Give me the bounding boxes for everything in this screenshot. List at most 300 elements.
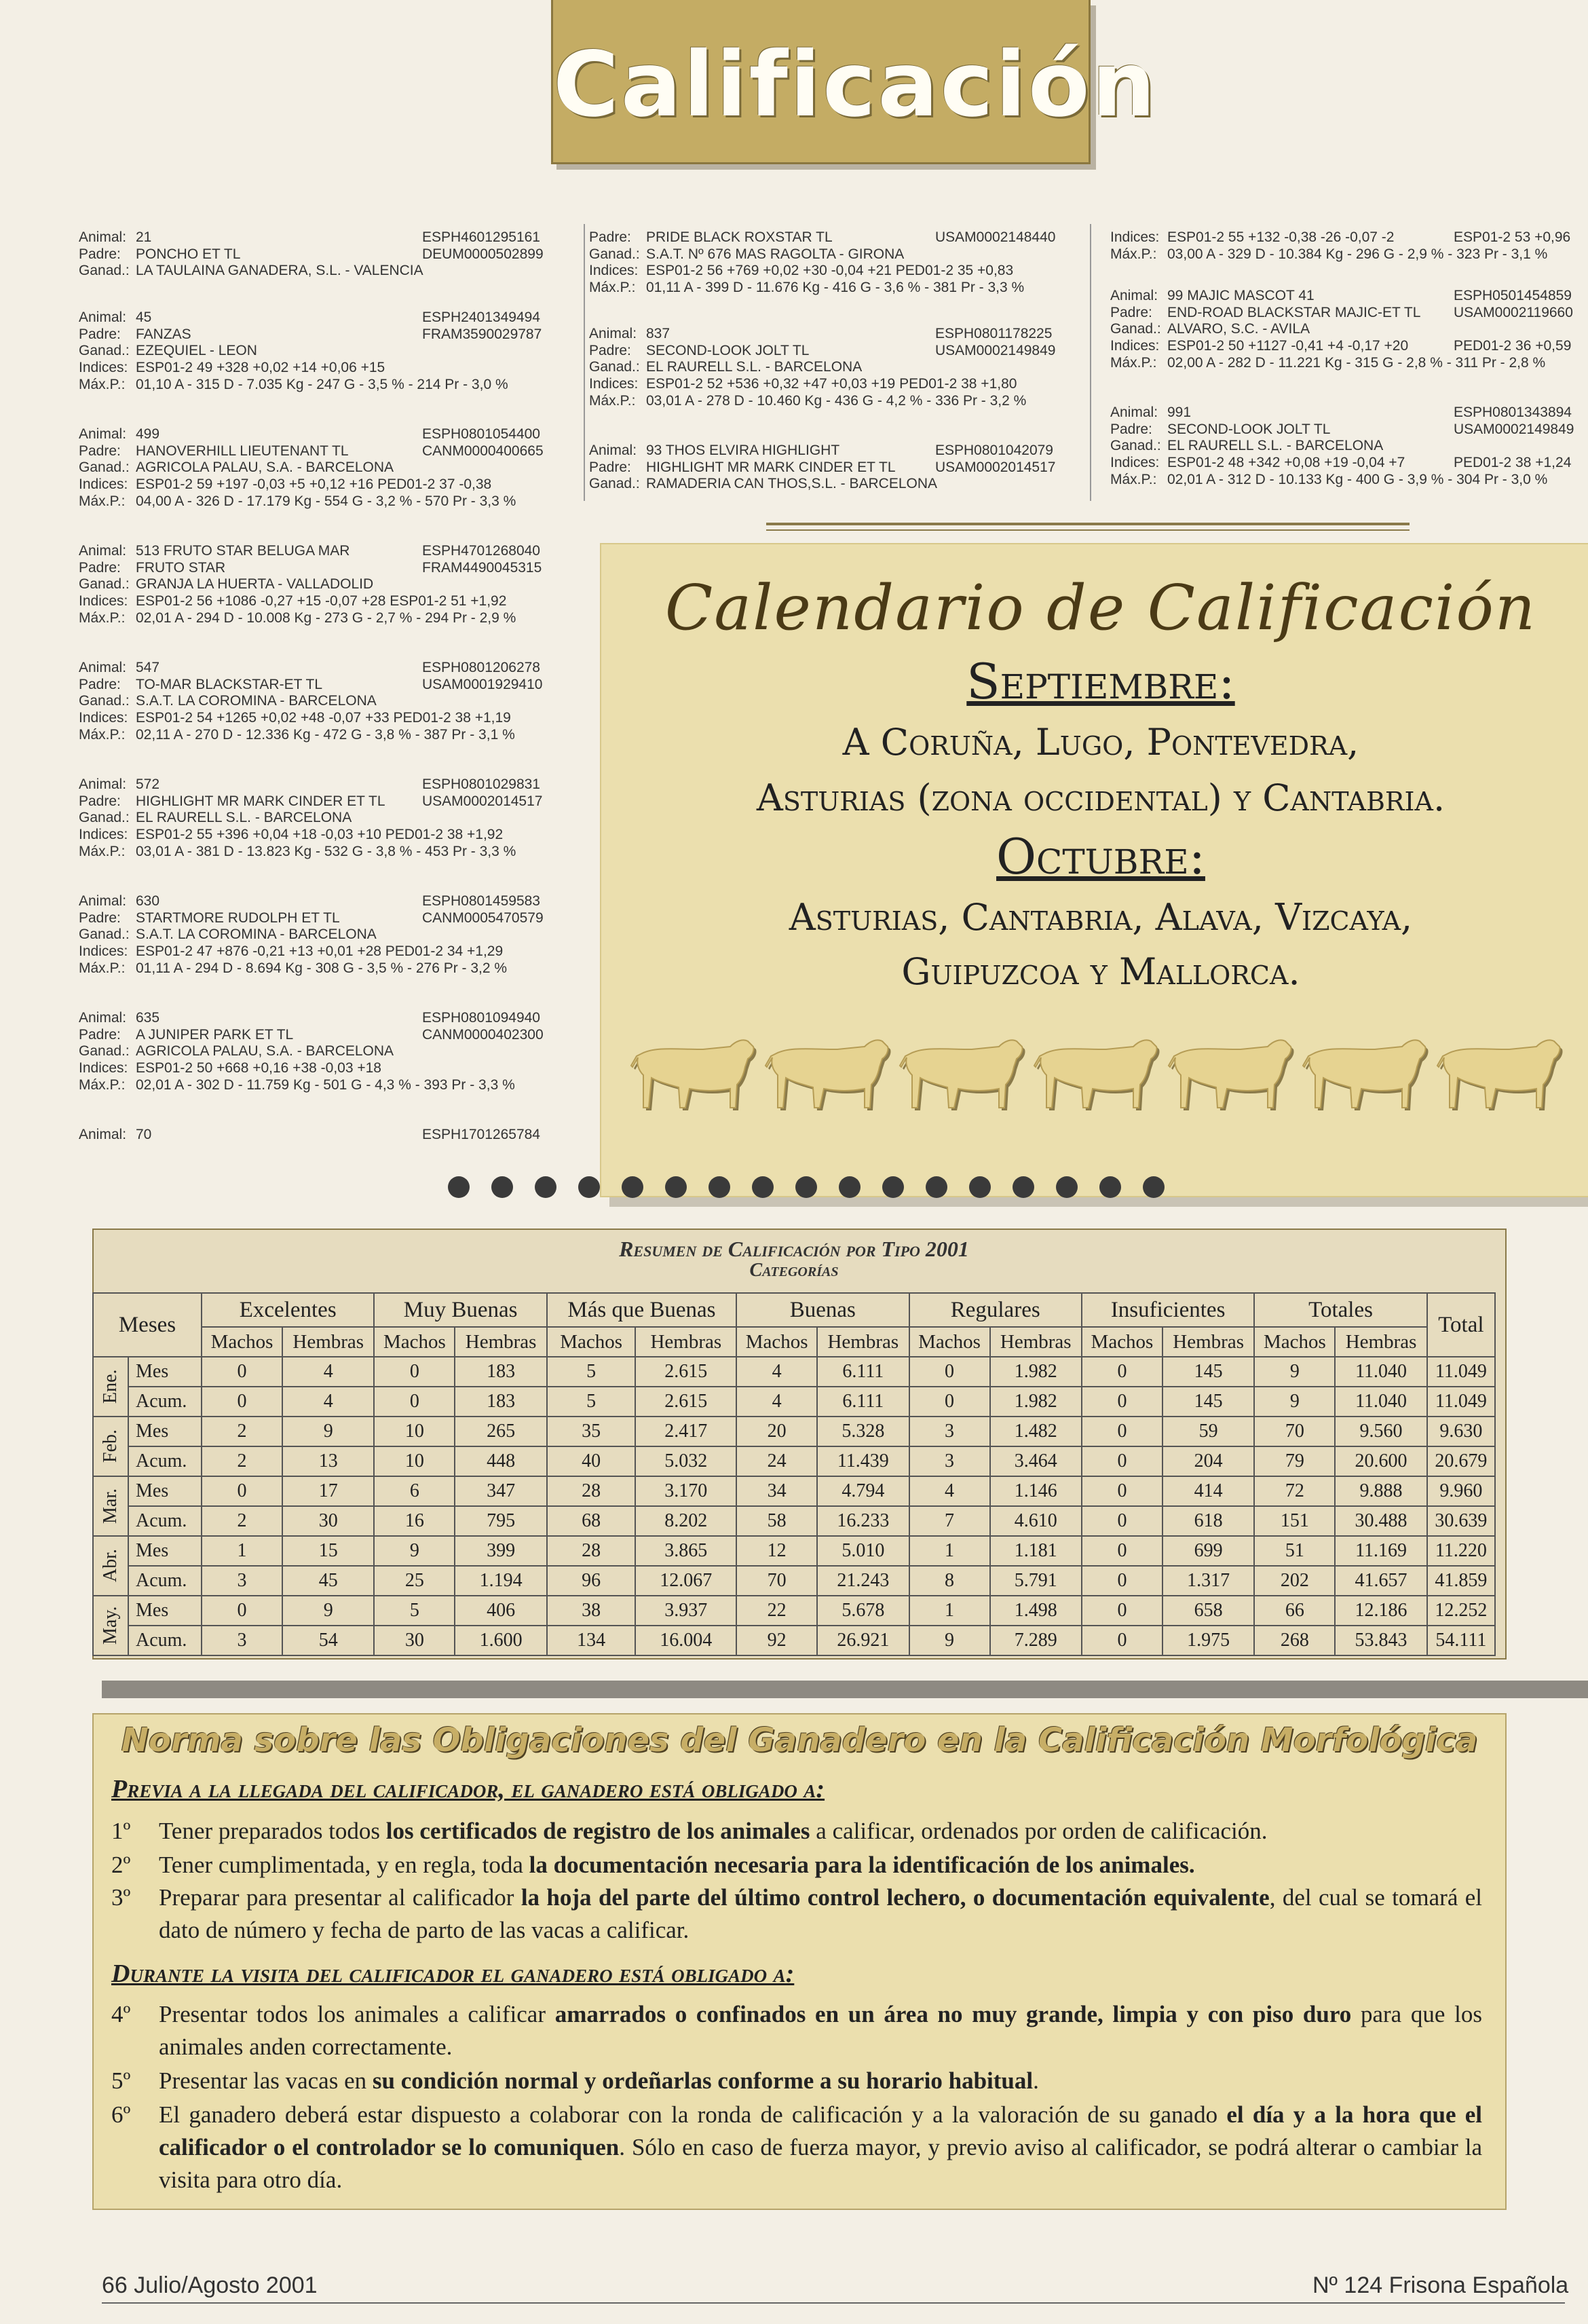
record-value: S.A.T. LA COROMINA - BARCELONA: [136, 926, 377, 943]
count-cell: 12.067: [635, 1566, 736, 1596]
count-cell: 795: [455, 1506, 546, 1536]
record-field: Indices:: [1110, 338, 1160, 354]
record-line: [79, 776, 554, 793]
record-line: [1110, 305, 1585, 322]
count-cell: 15: [282, 1536, 374, 1566]
count-cell: 1.482: [990, 1417, 1082, 1446]
record-line: [589, 246, 1064, 263]
count-cell: 1.982: [990, 1357, 1082, 1387]
count-cell: 54: [282, 1626, 374, 1655]
month-label: Abr.: [93, 1536, 128, 1596]
record-line: [79, 677, 554, 694]
record-field: Máx.P.:: [79, 1076, 126, 1093]
record-value: ESP01-2 52 +536 +0,32 +47 +0,03 +19 PED01-2 38 +1,80: [646, 376, 1017, 392]
record-registry: FRAM3590029787: [422, 326, 542, 342]
row-label: Mes: [128, 1357, 202, 1387]
record-registry: ESPH0501454859: [1454, 288, 1572, 303]
record-line: [79, 1127, 554, 1144]
count-cell: 24: [736, 1446, 817, 1476]
record-line: [79, 343, 554, 360]
record-line: [79, 810, 554, 827]
record-value: LA TAULAINA GANADERA, S.L. - VALENCIA: [136, 263, 423, 279]
count-cell: 0: [1082, 1536, 1162, 1566]
count-cell: 28: [547, 1536, 636, 1566]
column-divider: [1090, 224, 1091, 501]
count-cell: 9: [282, 1596, 374, 1626]
record-field: Máx.P.:: [79, 960, 126, 976]
record-line: [589, 476, 1064, 493]
record-line: [589, 280, 1064, 297]
count-cell: 5.328: [817, 1417, 909, 1446]
record-line: [79, 326, 554, 343]
record-line: [79, 560, 554, 577]
count-cell: 21.243: [817, 1566, 909, 1596]
record-field: Animal:: [79, 310, 127, 325]
machos-header: Machos: [1254, 1327, 1335, 1357]
hembras-header: Hembras: [1162, 1327, 1254, 1357]
count-cell: 347: [455, 1476, 546, 1506]
animal-record: [589, 229, 1064, 297]
table-subheader-row: [93, 1327, 1495, 1357]
count-cell: 183: [455, 1387, 546, 1417]
count-cell: 45: [282, 1566, 374, 1596]
record-field: Animal:: [589, 443, 637, 458]
count-cell: 8.202: [635, 1506, 736, 1536]
count-cell: 1.181: [990, 1536, 1082, 1566]
count-cell: 0: [1082, 1417, 1162, 1446]
count-cell: 134: [547, 1626, 636, 1655]
count-cell: 2.615: [635, 1357, 736, 1387]
record-value: SECOND-LOOK JOLT TL: [1167, 421, 1331, 437]
machos-header: Machos: [736, 1327, 817, 1357]
record-line: [79, 229, 554, 246]
record-value: 02,01 A - 312 D - 10.133 Kg - 400 G - 3,9 % - 304 Pr - 3,0 %: [1167, 471, 1548, 487]
count-cell: 68: [547, 1506, 636, 1536]
record-field: Indices:: [589, 263, 639, 279]
machos-header: Machos: [374, 1327, 455, 1357]
record-line: [1110, 355, 1585, 372]
count-cell: 183: [455, 1357, 546, 1387]
count-cell: 202: [1254, 1566, 1335, 1596]
record-field: Padre:: [79, 793, 121, 809]
bullet-dot: [882, 1176, 904, 1198]
record-field: Indices:: [79, 476, 128, 493]
record-field: Indices:: [1110, 455, 1160, 471]
count-cell: 9.888: [1335, 1476, 1426, 1506]
count-cell: 0: [909, 1387, 990, 1417]
count-cell: 17: [282, 1476, 374, 1506]
row-label: Mes: [128, 1536, 202, 1566]
record-line: [79, 926, 554, 943]
table-row: [93, 1417, 1495, 1446]
record-field: Indices:: [79, 710, 128, 726]
count-cell: 51: [1254, 1536, 1335, 1566]
count-cell: 145: [1162, 1387, 1254, 1417]
record-value: 93 THOS ELVIRA HIGHLIGHT: [646, 443, 840, 458]
page-number: 66 Julio/Agosto 2001: [102, 2272, 318, 2298]
record-value: PRIDE BLACK ROXSTAR TL: [646, 229, 833, 245]
record-registry: ESPH4701268040: [422, 543, 540, 559]
record-line: [79, 960, 554, 977]
count-cell: 11.439: [817, 1446, 909, 1476]
count-cell: 5.791: [990, 1566, 1082, 1596]
count-cell: 2: [202, 1417, 282, 1446]
record-field: Animal:: [79, 1010, 127, 1026]
calendar-rule: [766, 523, 1410, 525]
record-field: Indices:: [589, 376, 639, 392]
month-label: Mar.: [93, 1476, 128, 1536]
item-number: 1º: [111, 1818, 131, 1844]
count-cell: 1.317: [1162, 1566, 1254, 1596]
bullet-dot: [1056, 1176, 1078, 1198]
record-line: [1110, 246, 1585, 263]
count-cell: 5: [547, 1387, 636, 1417]
record-line: [79, 476, 554, 493]
record-registry: USAM0002149849: [1454, 421, 1574, 437]
count-cell: 5.010: [817, 1536, 909, 1566]
record-line: [79, 1010, 554, 1027]
record-line: [1110, 421, 1585, 438]
bullet-dot: [622, 1176, 643, 1198]
count-cell: 38: [547, 1596, 636, 1626]
hembras-header: Hembras: [635, 1327, 736, 1357]
table-row: [93, 1357, 1495, 1387]
count-cell: 2: [202, 1506, 282, 1536]
count-cell: 1: [202, 1536, 282, 1566]
summary-table: [92, 1292, 1496, 1656]
count-cell: 96: [547, 1566, 636, 1596]
record-line: [79, 246, 554, 263]
record-field: Padre:: [79, 910, 121, 926]
record-line: [589, 443, 1064, 460]
record-field: Indices:: [1110, 229, 1160, 245]
total-header: Total: [1427, 1293, 1495, 1357]
machos-header: Machos: [1082, 1327, 1162, 1357]
count-cell: 9: [374, 1536, 455, 1566]
count-cell: 1.146: [990, 1476, 1082, 1506]
record-value: 635: [136, 1010, 160, 1026]
record-field: Ganad.:: [79, 263, 130, 279]
total-cell: 54.111: [1427, 1626, 1495, 1655]
count-cell: 4.794: [817, 1476, 909, 1506]
record-value: EL RAURELL S.L. - BARCELONA: [646, 359, 863, 375]
record-value: AGRICOLA PALAU, S.A. - BARCELONA: [136, 460, 394, 476]
record-value: 837: [646, 326, 670, 341]
month-label: May.: [93, 1596, 128, 1655]
record-field: Padre:: [79, 443, 121, 459]
count-cell: 1.498: [990, 1596, 1082, 1626]
animal-record: [79, 776, 554, 860]
item-text: Tener cumplimentada, y en regla, toda la documentación necesaria para la identificación de los animales.: [159, 1852, 1195, 1878]
record-field: Padre:: [79, 326, 121, 342]
record-line: [79, 493, 554, 510]
record-line: [79, 263, 554, 280]
record-value: ESP01-2 56 +769 +0,02 +30 -0,04 +21 PED01-2 35 +0,83: [646, 263, 1014, 279]
record-line: [589, 393, 1064, 410]
record-field: Máx.P.:: [1110, 246, 1157, 262]
record-value: AGRICOLA PALAU, S.A. - BARCELONA: [136, 1043, 394, 1060]
count-cell: 3: [909, 1446, 990, 1476]
record-line: [79, 910, 554, 927]
summary-caption: Resumen de Calificación por Tipo 2001: [619, 1237, 969, 1261]
record-value: 547: [136, 660, 160, 675]
count-cell: 0: [1082, 1596, 1162, 1626]
record-line: [79, 426, 554, 443]
record-line: [589, 326, 1064, 343]
count-cell: 30.488: [1335, 1506, 1426, 1536]
count-cell: 5: [374, 1596, 455, 1626]
record-field: Ganad.:: [79, 1043, 130, 1060]
calendar-september-line: Asturias (zona occidental) y Cantabria.: [756, 776, 1445, 819]
count-cell: 4: [282, 1357, 374, 1387]
record-field: Máx.P.:: [79, 610, 126, 626]
table-row: [93, 1446, 1495, 1476]
count-cell: 30: [374, 1626, 455, 1655]
total-cell: 9.960: [1427, 1476, 1495, 1506]
norma-item: [111, 2065, 1482, 2097]
count-cell: 16: [374, 1506, 455, 1536]
header-tab: [551, 0, 1158, 164]
record-line: [589, 359, 1064, 376]
record-field: Indices:: [79, 943, 128, 960]
record-value: 03,00 A - 329 D - 10.384 Kg - 296 G - 2,9 % - 323 Pr - 3,1 %: [1167, 246, 1548, 262]
count-cell: 0: [1082, 1626, 1162, 1655]
calendar-title: Calendario de Calificación: [664, 571, 1537, 644]
row-label: Acum.: [128, 1626, 202, 1655]
record-field: Ganad.:: [79, 460, 130, 476]
record-registry: USAM0002119660: [1454, 304, 1573, 320]
record-registry: USAM0002148440: [935, 229, 1056, 245]
item-number: 3º: [111, 1884, 131, 1911]
record-field: Padre:: [79, 246, 121, 262]
bullet-dot: [752, 1176, 774, 1198]
item-number: 6º: [111, 2101, 131, 2128]
record-line: [79, 543, 554, 560]
calendar-october-heading: Octubre:: [996, 828, 1205, 885]
table-header-row: [93, 1293, 1495, 1327]
record-registry: ESP01-2 53 +0,96: [1454, 229, 1571, 245]
count-cell: 30: [282, 1506, 374, 1536]
record-value: FANZAS: [136, 326, 191, 342]
count-cell: 6: [374, 1476, 455, 1506]
count-cell: 4: [736, 1387, 817, 1417]
record-line: [1110, 405, 1585, 421]
machos-header: Machos: [547, 1327, 636, 1357]
record-registry: USAM0001929410: [422, 676, 543, 692]
row-label: Mes: [128, 1476, 202, 1506]
record-registry: ESPH0801029831: [422, 776, 540, 792]
norma-section-heading: Previa a la llegada del calificador, el ganadero está obligado a:: [111, 1775, 825, 1803]
count-cell: 658: [1162, 1596, 1254, 1626]
record-line: [79, 827, 554, 844]
calendar-october-line: Guipuzcoa y Mallorca.: [901, 950, 1300, 993]
record-value: TO-MAR BLACKSTAR-ET TL: [136, 676, 322, 692]
footer-rule: [102, 2302, 1565, 2304]
group-header: Muy Buenas: [374, 1293, 546, 1327]
count-cell: 53.843: [1335, 1626, 1426, 1655]
record-line: [79, 893, 554, 910]
count-cell: 4: [909, 1476, 990, 1506]
record-value: 02,00 A - 282 D - 11.221 Kg - 315 G - 2,8 % - 311 Pr - 2,8 %: [1167, 354, 1546, 371]
bullet-dot: [708, 1176, 730, 1198]
record-registry: ESPH2401349494: [422, 310, 540, 325]
bullet-dot: [926, 1176, 947, 1198]
record-field: Animal:: [79, 893, 127, 909]
summary-body: [93, 1357, 1495, 1655]
total-cell: 9.630: [1427, 1417, 1495, 1446]
count-cell: 414: [1162, 1476, 1254, 1506]
count-cell: 35: [547, 1417, 636, 1446]
record-registry: ESPH1701265784: [422, 1127, 540, 1142]
item-number: 5º: [111, 2067, 131, 2094]
norma-item: [111, 1849, 1482, 1881]
cow-silhouette-icon: [1034, 1040, 1160, 1110]
calendar-box: [600, 543, 1588, 1197]
record-value: 99 MAJIC MASCOT 41: [1167, 288, 1315, 303]
count-cell: 1.600: [455, 1626, 546, 1655]
record-field: Indices:: [79, 827, 128, 843]
record-registry: ESPH0801054400: [422, 426, 540, 442]
record-value: HANOVERHILL LIEUTENANT TL: [136, 443, 349, 459]
hembras-header: Hembras: [455, 1327, 546, 1357]
record-value: ESP01-2 56 +1086 -0,27 +15 -0,07 +28 ESP01-2 51 +1,92: [136, 593, 507, 610]
table-row: [93, 1596, 1495, 1626]
record-field: Padre:: [79, 559, 121, 576]
row-label: Mes: [128, 1596, 202, 1626]
count-cell: 9: [1254, 1387, 1335, 1417]
section-rule: [102, 1681, 1588, 1698]
count-cell: 2.615: [635, 1387, 736, 1417]
record-value: 02,01 A - 302 D - 11.759 Kg - 501 G - 4,3 % - 393 Pr - 3,3 %: [136, 1076, 515, 1093]
count-cell: 0: [202, 1387, 282, 1417]
record-value: ESP01-2 55 +396 +0,04 +18 -0,03 +10 PED01-2 38 +1,92: [136, 827, 504, 843]
row-label: Mes: [128, 1417, 202, 1446]
count-cell: 16.004: [635, 1626, 736, 1655]
count-cell: 448: [455, 1446, 546, 1476]
record-value: 70: [136, 1127, 152, 1142]
meses-header: Meses: [93, 1293, 202, 1357]
item-text: Presentar todos los animales a calificar amarrados o confinados en un área no muy grande, limpia y con piso duro para que los animales anden correctamente.: [159, 2001, 1482, 2060]
record-registry: PED01-2 38 +1,24: [1454, 455, 1572, 471]
count-cell: 16.233: [817, 1506, 909, 1536]
count-cell: 11.169: [1335, 1536, 1426, 1566]
item-text: Tener preparados todos los certificados de registro de los animales a calificar, ordenados por orden de calificación.: [159, 1818, 1268, 1844]
record-registry: ESPH0801459583: [422, 893, 540, 909]
animal-record: [79, 893, 554, 977]
count-cell: 11.040: [1335, 1387, 1426, 1417]
record-field: Máx.P.:: [1110, 471, 1157, 487]
count-cell: 40: [547, 1446, 636, 1476]
record-field: Máx.P.:: [79, 493, 126, 509]
record-value: EZEQUIEL - LEON: [136, 343, 257, 359]
count-cell: 0: [909, 1357, 990, 1387]
group-header: Más que Buenas: [547, 1293, 736, 1327]
count-cell: 22: [736, 1596, 817, 1626]
record-value: HIGHLIGHT MR MARK CINDER ET TL: [646, 459, 896, 475]
record-registry: USAM0002149849: [935, 342, 1056, 358]
record-line: [589, 343, 1064, 360]
record-field: Padre:: [589, 342, 631, 358]
record-registry: ESPH0801206278: [422, 660, 540, 675]
machos-header: Machos: [202, 1327, 282, 1357]
record-line: [79, 1027, 554, 1044]
hembras-header: Hembras: [990, 1327, 1082, 1357]
row-label: Acum.: [128, 1506, 202, 1536]
norma-section-heading: Durante la visita del calificador el ganadero está obligado a:: [111, 1960, 795, 1988]
cow-silhouettes: [628, 1013, 1578, 1128]
bullet-dot: [969, 1176, 991, 1198]
bullet-dot: [578, 1176, 600, 1198]
bullet-dot: [1013, 1176, 1034, 1198]
count-cell: 3: [202, 1566, 282, 1596]
table-row: [93, 1387, 1495, 1417]
record-value: 513 FRUTO STAR BELUGA MAR: [136, 543, 350, 559]
count-cell: 699: [1162, 1536, 1254, 1566]
bullet-dot: [665, 1176, 687, 1198]
count-cell: 7.289: [990, 1626, 1082, 1655]
animal-record: [79, 543, 554, 626]
count-cell: 3.865: [635, 1536, 736, 1566]
record-field: Máx.P.:: [1110, 354, 1157, 371]
record-line: [1110, 321, 1585, 338]
record-value: A JUNIPER PARK ET TL: [136, 1026, 294, 1043]
total-cell: 41.859: [1427, 1566, 1495, 1596]
count-cell: 406: [455, 1596, 546, 1626]
count-cell: 66: [1254, 1596, 1335, 1626]
total-cell: 12.252: [1427, 1596, 1495, 1626]
record-value: EL RAURELL S.L. - BARCELONA: [136, 810, 352, 826]
count-cell: 0: [1082, 1357, 1162, 1387]
record-line: [79, 460, 554, 476]
count-cell: 0: [1082, 1446, 1162, 1476]
record-value: 572: [136, 776, 160, 792]
count-cell: 0: [374, 1387, 455, 1417]
count-cell: 0: [1082, 1387, 1162, 1417]
item-number: 4º: [111, 2001, 131, 2027]
month-label: Feb.: [93, 1417, 128, 1476]
record-value: 03,01 A - 278 D - 10.460 Kg - 436 G - 4,2 % - 336 Pr - 3,2 %: [646, 392, 1027, 409]
item-number: 2º: [111, 1852, 131, 1878]
total-cell: 11.220: [1427, 1536, 1495, 1566]
page-title: Calificación: [553, 33, 1158, 137]
count-cell: 399: [455, 1536, 546, 1566]
count-cell: 79: [1254, 1446, 1335, 1476]
count-cell: 3: [202, 1626, 282, 1655]
table-row: [93, 1626, 1495, 1655]
record-field: Animal:: [79, 660, 127, 675]
record-line: [589, 263, 1064, 280]
record-line: [589, 460, 1064, 476]
count-cell: 268: [1254, 1626, 1335, 1655]
hembras-header: Hembras: [282, 1327, 374, 1357]
record-field: Animal:: [589, 326, 637, 341]
record-field: Ganad.:: [589, 359, 640, 375]
count-cell: 2.417: [635, 1417, 736, 1446]
count-cell: 28: [547, 1476, 636, 1506]
count-cell: 25: [374, 1566, 455, 1596]
record-registry: ESPH0801178225: [935, 326, 1053, 341]
item-text: Presentar las vacas en su condición normal y ordeñarlas conforme a su horario habitual.: [159, 2067, 1039, 2094]
record-line: [79, 1060, 554, 1077]
count-cell: 1: [909, 1536, 990, 1566]
calendar-rule: [766, 529, 1410, 531]
count-cell: 20: [736, 1417, 817, 1446]
calendar-september-line: A Coruña, Lugo, Pontevedra,: [842, 721, 1359, 764]
hembras-header: Hembras: [1335, 1327, 1426, 1357]
item-text: Preparar para presentar al calificador la hoja del parte del último control lechero, o documentación equivalente, del cual se tomará el dato de número y fecha de parto de las vacas a calificar.: [159, 1884, 1483, 1943]
count-cell: 9.560: [1335, 1417, 1426, 1446]
bullet-dot: [1143, 1176, 1165, 1198]
